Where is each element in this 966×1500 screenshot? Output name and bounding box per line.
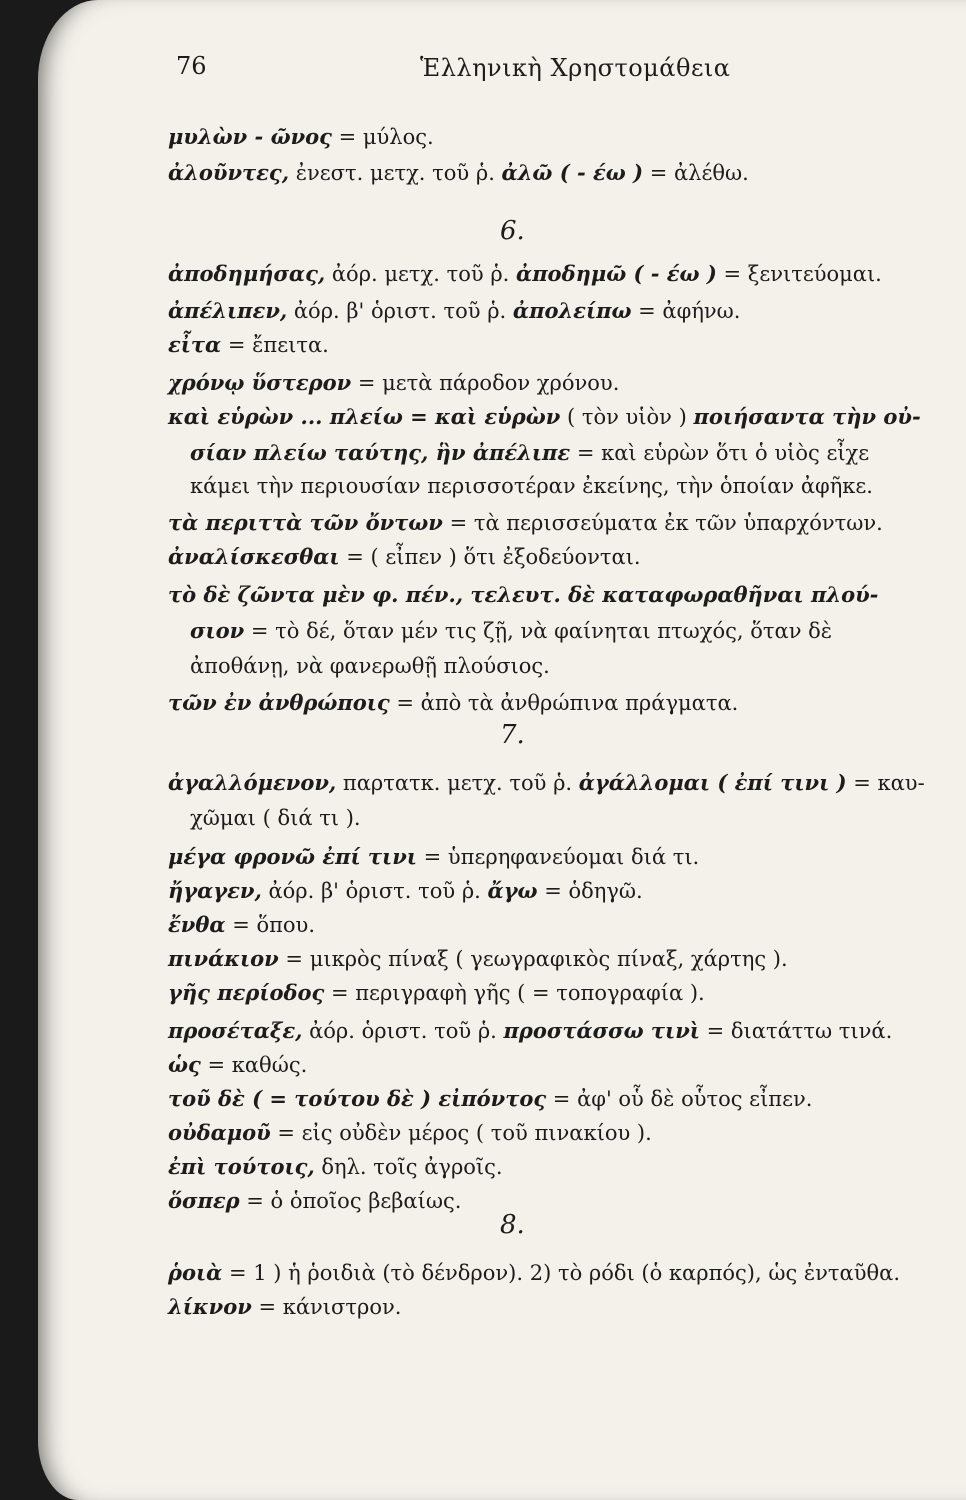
headword: σιον	[190, 618, 245, 643]
definition: κάμει τὴν περιουσίαν περισσοτέραν ἐκείνης, τὴν ὁποίαν ἀφῆκε.	[190, 474, 873, 498]
headword: τὸ δὲ ζῶντα μὲν φ. πέν., τελευτ. δὲ καταφωραθῆναι πλού-	[168, 582, 879, 607]
definition: = ἀφ' οὗ δὲ οὗτος εἶπεν.	[546, 1087, 813, 1111]
headword: ἀποδημῶ ( - έω )	[516, 261, 717, 286]
definition: ἀποθάνῃ, νὰ φανερωθῇ πλούσιος.	[190, 654, 550, 678]
glossary-line	[190, 808, 361, 829]
headword: λίκνον	[168, 1294, 252, 1319]
headword: καὶ εὑρὼν ... πλείω = καὶ εὑρὼν	[168, 404, 561, 429]
headword: ἀπολείπω	[512, 298, 632, 323]
page-number: 76	[176, 52, 207, 80]
headword: μυλὼν - ῶνος	[168, 124, 332, 149]
definition: = ὑπερηφανεύομαι διά τι.	[416, 845, 700, 869]
glossary-line	[168, 300, 740, 322]
definition: = διατάττω τινά.	[699, 1019, 893, 1043]
headword: τὰ περιττὰ τῶν ὄντων	[168, 510, 443, 535]
glossary-line	[190, 656, 550, 677]
page-header	[0, 52, 966, 92]
definition: = καθώς.	[200, 1053, 308, 1077]
definition: = ἀπὸ τὰ ἀνθρώπινα πράγματα.	[389, 691, 739, 715]
definition: = τὰ περισσεύματα ἐκ τῶν ὑπαρχόντων.	[442, 511, 883, 535]
definition: = κάνιστρον.	[251, 1295, 402, 1319]
headword: μέγα φρονῶ ἐπί τινι	[168, 844, 417, 869]
headword: προστάσσω τινὶ	[503, 1018, 700, 1043]
headword: ἀγάλλομαι ( ἐπί τινι )	[578, 770, 847, 795]
headword: ἀλοῦντες,	[168, 160, 290, 185]
definition: = ὁδηγῶ.	[537, 879, 643, 903]
glossary-line	[168, 982, 705, 1004]
definition: χῶμαι ( διά τι ).	[190, 806, 361, 830]
glossary-line	[190, 620, 832, 642]
glossary-line	[168, 584, 878, 606]
glossary-line	[168, 948, 788, 970]
headword: ἤγαγεν,	[168, 878, 262, 903]
headword: χρόνῳ ὕστερον	[168, 370, 352, 395]
definition: ἀόρ. ὁριστ. τοῦ ῥ.	[302, 1019, 504, 1043]
glossary-line	[168, 914, 315, 936]
headword: τοῦ δὲ ( = τούτου δὲ ) εἰπόντος	[168, 1086, 547, 1111]
glossary-line	[168, 263, 882, 285]
glossary-line	[168, 692, 738, 714]
definition: = μετὰ πάροδον χρόνου.	[351, 371, 620, 395]
definition: = ἀλέθω.	[643, 161, 749, 185]
headword: σίαν πλείω ταύτης, ἣν ἀπέλιπε	[190, 440, 571, 465]
headword: ἔνθα	[168, 912, 226, 937]
headword: προσέταξε,	[168, 1018, 303, 1043]
running-title: Ἑλληνικὴ Χρηστομάθεια	[420, 54, 731, 82]
glossary-line	[190, 476, 873, 497]
definition: = μικρὸς πίναξ ( γεωγραφικὸς πίναξ, χάρτης ).	[278, 947, 788, 971]
glossary-line	[168, 1020, 892, 1042]
headword: ἀγαλλόμενον,	[168, 770, 337, 795]
definition: ( τὸν υἱὸν )	[560, 405, 694, 429]
headword: τῶν ἐν ἀνθρώποις	[168, 690, 390, 715]
glossary-line	[168, 1156, 503, 1178]
definition: δηλ. τοῖς ἀγροῖς.	[314, 1155, 503, 1179]
glossary-line	[168, 1054, 307, 1076]
definition: = ἔπειτα.	[221, 333, 329, 357]
definition: ἀόρ. μετχ. τοῦ ῥ.	[325, 262, 517, 286]
section-number: 8.	[500, 1210, 525, 1240]
headword: ἀποδημήσας,	[168, 261, 326, 286]
headword: οὐδαμοῦ	[168, 1120, 271, 1145]
section-number: 6.	[500, 216, 525, 246]
headword: ἀναλίσκεσθαι	[168, 544, 340, 569]
glossary-line	[168, 1296, 401, 1318]
glossary-line	[168, 880, 643, 902]
headword: ἀλῶ ( - έω )	[501, 160, 644, 185]
definition: = περιγραφὴ γῆς ( = τοπογραφία ).	[324, 981, 705, 1005]
glossary-line	[168, 1190, 461, 1212]
glossary-line	[168, 126, 434, 148]
definition: παρτατκ. μετχ. τοῦ ῥ.	[336, 771, 579, 795]
glossary-line	[168, 1262, 900, 1284]
definition: = καὶ εὑρὼν ὅτι ὁ υἱὸς εἶχε	[570, 441, 870, 465]
glossary-line	[168, 846, 699, 868]
definition: ἀόρ. β' ὁριστ. τοῦ ῥ.	[287, 299, 513, 323]
glossary-line	[168, 372, 619, 394]
definition: = ( εἶπεν ) ὅτι ἐξοδεύονται.	[339, 545, 641, 569]
glossary-line	[190, 442, 869, 464]
glossary-line	[168, 406, 921, 428]
definition: ἐνεστ. μετχ. τοῦ ῥ.	[289, 161, 502, 185]
definition: = μύλος.	[331, 125, 434, 149]
definition: = ὅπου.	[225, 913, 315, 937]
headword: γῆς περίοδος	[168, 980, 325, 1005]
headword: εἶτα	[168, 332, 222, 357]
definition: = ὁ ὁποῖος βεβαίως.	[239, 1189, 462, 1213]
definition: = τὸ δέ, ὅταν μέν τις ζῇ, νὰ φαίνηται πτωχός, ὅταν δὲ	[244, 619, 833, 643]
glossary-line	[168, 546, 641, 568]
headword: ἄγω	[487, 878, 538, 903]
definition: = καυ-	[846, 771, 925, 795]
definition: = εἰς οὐδὲν μέρος ( τοῦ πινακίου ).	[270, 1121, 652, 1145]
headword: πινάκιον	[168, 946, 279, 971]
definition: = 1 ) ἡ ῥοιδιὰ (τὸ δένδρον). 2) τὸ ρόδι (ὁ καρπός), ὡς ἐνταῦθα.	[222, 1261, 900, 1285]
definition: = ξενιτεύομαι.	[716, 262, 882, 286]
headword: ἀπέλιπεν,	[168, 298, 288, 323]
definition: = ἀφήνω.	[631, 299, 741, 323]
glossary-line	[168, 1088, 812, 1110]
definition: ἀόρ. β' ὁριστ. τοῦ ῥ.	[261, 879, 488, 903]
headword: ὅσπερ	[168, 1188, 240, 1213]
glossary-line	[168, 1122, 652, 1144]
headword: ῥοιὰ	[168, 1260, 223, 1285]
glossary-line	[168, 772, 925, 794]
headword: ὡς	[168, 1052, 201, 1077]
glossary-line	[168, 334, 329, 356]
headword: ἐπὶ τούτοις,	[168, 1154, 315, 1179]
glossary-line	[168, 512, 883, 534]
section-number: 7.	[500, 720, 525, 750]
glossary-line	[168, 162, 749, 184]
headword: ποιήσαντα τὴν οὐ-	[693, 404, 921, 429]
